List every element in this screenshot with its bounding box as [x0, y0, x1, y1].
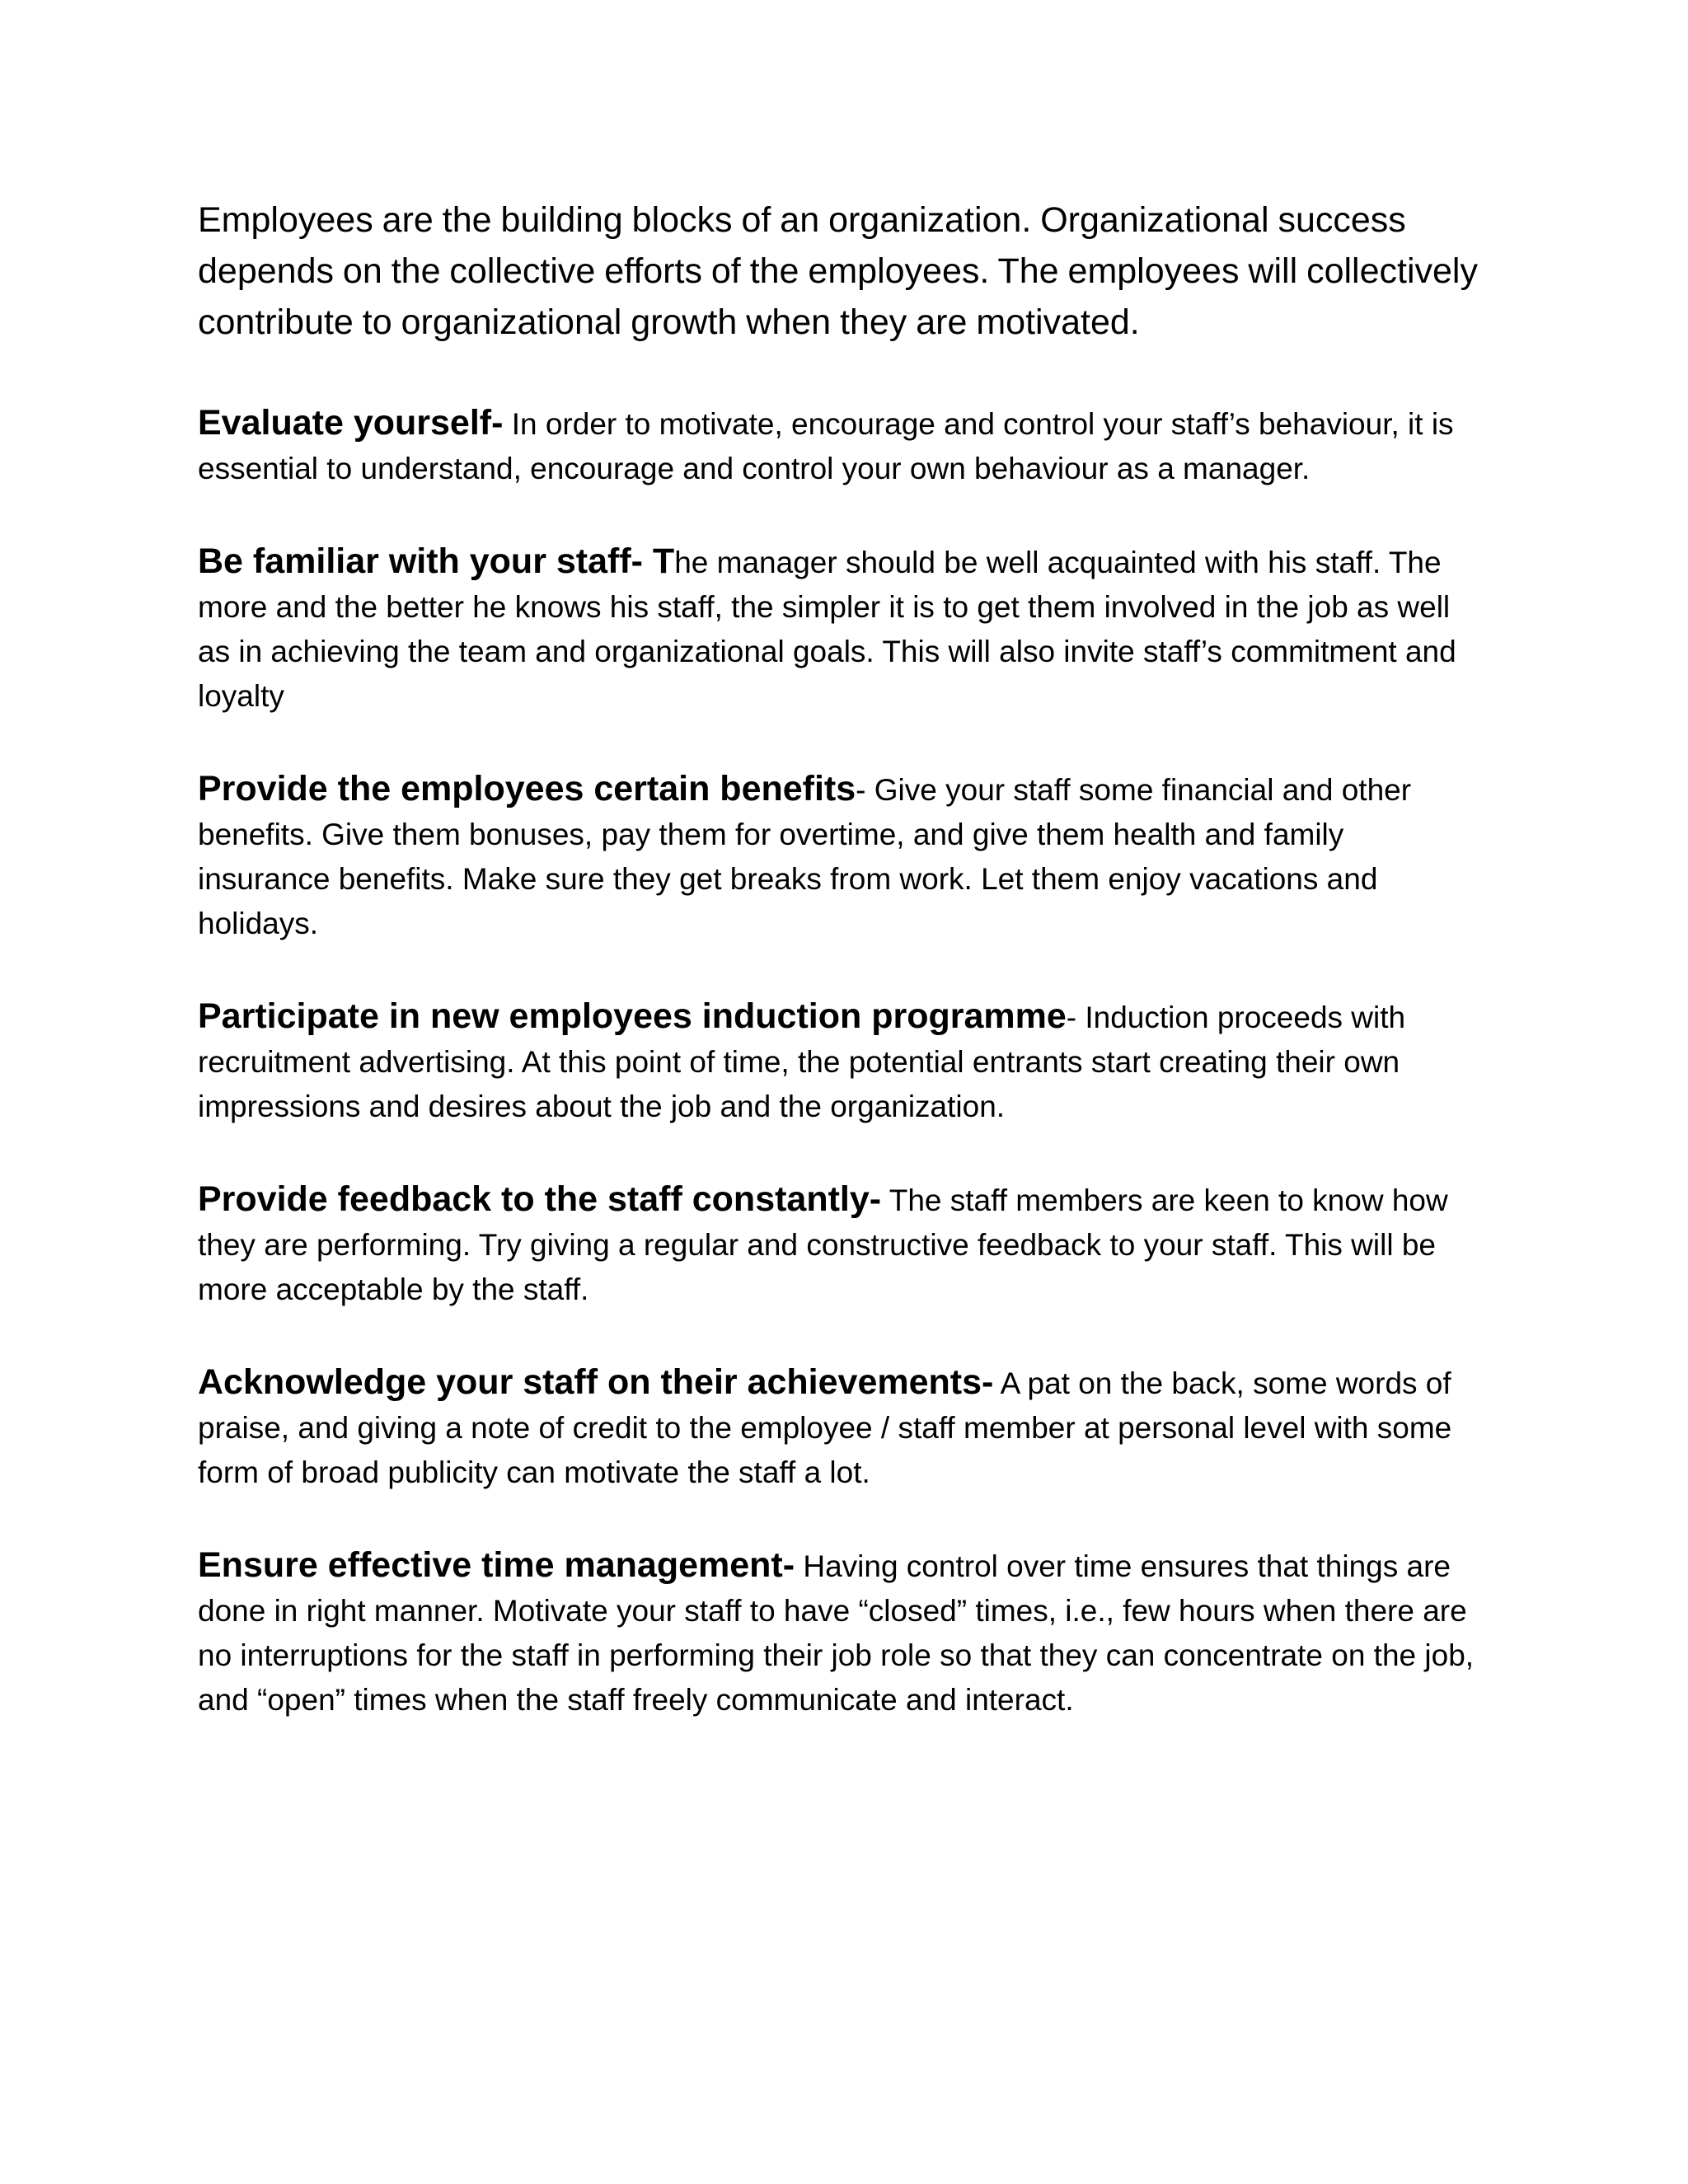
section-heading: Ensure effective time management-: [198, 1545, 795, 1585]
section-heading: Acknowledge your staff on their achievements-: [198, 1362, 994, 1402]
section-heading: Evaluate yourself-: [198, 403, 504, 443]
section-be-familiar: [198, 539, 1484, 719]
section-body: The staff members are keen to know how they are performing. Try giving a regular and constructive feedback to your staff. This will be more acceptable by the staff.: [198, 1183, 1448, 1306]
section-evaluate-yourself: [198, 401, 1484, 491]
section-heading: Provide the employees certain benefits: [198, 769, 856, 808]
section-body: - Induction proceeds with recruitment advertising. At this point of time, the potential entrants start creating their own impressions and desires about the job and the organization.: [198, 1001, 1406, 1123]
section-body: In order to motivate, encourage and control your staff’s behaviour, it is essential to understand, encourage and control your own behaviour as a manager.: [198, 407, 1454, 485]
document-body: [198, 194, 1484, 1770]
section-heading: Participate in new employees induction programme: [198, 996, 1067, 1036]
section-induction-programme: [198, 994, 1484, 1129]
section-body: A pat on the back, some words of praise, and giving a note of credit to the employee / staff member at personal level with some form of broad publicity can motivate the staff a lot.: [198, 1366, 1452, 1489]
section-body: - Give your staff some financial and other benefits. Give them bonuses, pay them for overtime, and give them health and family insurance benefits. Make sure they get breaks from work. Let them enjoy vacations and holidays.: [198, 773, 1412, 940]
section-provide-feedback: [198, 1177, 1484, 1312]
section-heading: Be familiar with your staff- T: [198, 541, 675, 581]
section-body: he manager should be well acquainted with his staff. The more and the better he knows his staff, the simpler it is to get them involved in the job as well as in achieving the team and organizational goals. This will also invite staff’s commitment and loyalty: [198, 546, 1456, 713]
section-time-management: [198, 1543, 1484, 1722]
section-heading: Provide feedback to the staff constantly-: [198, 1179, 882, 1219]
section-body: Having control over time ensures that things are done in right manner. Motivate your staff to have “closed” times, i.e., few hours when there are no interruptions for the staff in performing their job role so that they can concentrate on the job, and “open” times when the staff freely communicate and interact.: [198, 1549, 1475, 1717]
intro-paragraph: Employees are the building blocks of an organization. Organizational success depends on the collective efforts of the employees. The employees will collectively contribute to organizational growth when they are motivated.: [198, 200, 1478, 342]
section-provide-benefits: [198, 766, 1484, 946]
section-acknowledge-staff: [198, 1360, 1484, 1495]
